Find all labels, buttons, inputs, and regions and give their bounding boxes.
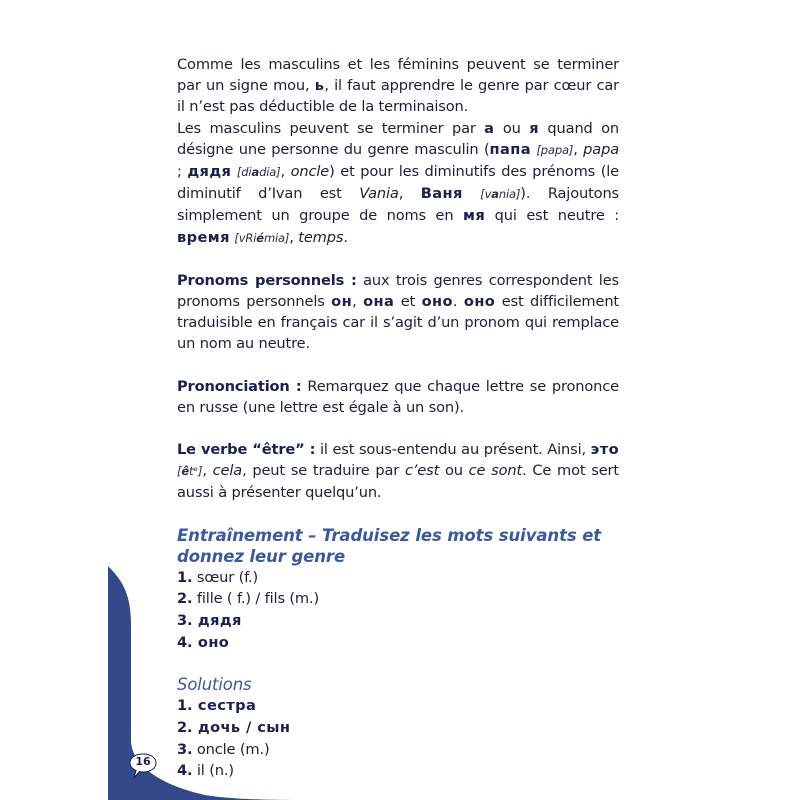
item-text: il (n.) bbox=[192, 762, 234, 780]
text: est difficilement traduisible en français car il s’agit d’un pronom qui remplace un nom au neutre. bbox=[177, 293, 619, 353]
cyrillic-term: она bbox=[363, 293, 395, 311]
item-number: 1. bbox=[177, 568, 193, 586]
phonetic-transcription bbox=[177, 464, 202, 478]
cyrillic-term: мя bbox=[463, 207, 486, 225]
phonetic-part: nia] bbox=[498, 187, 521, 202]
phonetic-transcription bbox=[234, 231, 289, 245]
item-number: 1. bbox=[177, 697, 193, 715]
item-number: 3. bbox=[177, 612, 193, 630]
section-label: Prononciation : bbox=[177, 377, 302, 395]
item-text: сестра bbox=[192, 697, 257, 715]
item-number: 2. bbox=[177, 719, 193, 737]
exercise-item bbox=[177, 588, 619, 610]
text: , il faut apprendre le genre par cœur car il n’est pas déductible de la terminaison. bbox=[177, 77, 619, 116]
text: . bbox=[343, 228, 348, 246]
phonetic-part: tᵉ] bbox=[189, 464, 203, 479]
text: il est sous-entendu au présent. Ainsi, bbox=[315, 441, 591, 459]
solution-item bbox=[177, 739, 619, 761]
translation: ce sont bbox=[468, 462, 523, 480]
phonetic-part: [di bbox=[236, 165, 252, 180]
pronouns-paragraph bbox=[177, 270, 619, 355]
section-label: Pronoms personnels : bbox=[177, 271, 357, 289]
solutions-title: Solutions bbox=[177, 675, 252, 695]
translation: temps bbox=[298, 228, 344, 246]
text: et bbox=[394, 293, 422, 311]
page-number-badge bbox=[128, 752, 158, 776]
exercise-list bbox=[177, 567, 619, 654]
paragraph-gap bbox=[177, 249, 619, 270]
stressed-vowel: a bbox=[251, 165, 260, 180]
cyrillic-term: я bbox=[529, 119, 539, 137]
exercise-item bbox=[177, 610, 619, 632]
text: Remarquez que chaque lettre se prononce en russe (une lettre est égale à un son). bbox=[177, 377, 619, 416]
intro-paragraph-2 bbox=[177, 118, 619, 249]
intro-paragraph-1 bbox=[177, 54, 619, 118]
text: Les masculins peuvent se terminer par bbox=[177, 119, 485, 137]
stressed-vowel: ê bbox=[181, 464, 189, 479]
translation: Vania bbox=[359, 185, 399, 203]
paragraph-gap bbox=[177, 355, 619, 376]
text: , peut se traduire par bbox=[242, 462, 405, 480]
page-content bbox=[177, 54, 619, 782]
paragraph-gap bbox=[177, 653, 619, 674]
translation: oncle bbox=[290, 163, 330, 181]
pronunciation-paragraph bbox=[177, 376, 619, 418]
text: ) et pour les diminutifs des prénoms (le diminutif d’Ivan est bbox=[177, 163, 619, 203]
page-number: 16 bbox=[135, 755, 151, 768]
verb-paragraph bbox=[177, 439, 619, 504]
phonetic-part: [v bbox=[480, 187, 492, 202]
text: , bbox=[280, 163, 291, 181]
text: , bbox=[573, 140, 584, 158]
cyrillic-term: время bbox=[177, 228, 230, 246]
cyrillic-term: он bbox=[331, 293, 353, 311]
cyrillic-term: дядя bbox=[187, 163, 232, 181]
text: Comme les masculins et les féminins peuvent se terminer par un signe mou, bbox=[177, 56, 619, 95]
text: , bbox=[289, 228, 299, 246]
item-text: дядя bbox=[192, 612, 242, 630]
text: , bbox=[202, 462, 207, 480]
item-text: оно bbox=[192, 633, 230, 651]
phonetic-part: dia] bbox=[259, 165, 281, 180]
solution-item bbox=[177, 695, 619, 717]
text: ; bbox=[177, 163, 188, 181]
translation: c’est bbox=[404, 462, 440, 480]
stressed-vowel: a bbox=[491, 187, 499, 202]
text: , bbox=[398, 185, 421, 203]
text: aux trois genres correspondent les pronoms personnels bbox=[177, 271, 619, 311]
phonetic-transcription bbox=[480, 187, 520, 201]
text: qui est neutre : bbox=[485, 207, 620, 225]
item-text: дочь / сын bbox=[192, 719, 291, 737]
text: ). Rajoutons simplement un groupe de noms en bbox=[177, 185, 619, 225]
exercise-item bbox=[177, 632, 619, 654]
stressed-vowel: é bbox=[256, 230, 264, 245]
phonetic-part: mia] bbox=[263, 230, 290, 245]
item-number: 4. bbox=[177, 762, 193, 780]
paragraph-gap bbox=[177, 418, 619, 439]
solutions-list bbox=[177, 695, 619, 782]
cyrillic-term: папа bbox=[489, 140, 531, 158]
text: . Ce mot sert aussi à présenter quelqu’un. bbox=[177, 462, 619, 502]
item-text: oncle (m.) bbox=[192, 740, 270, 758]
translation: papa bbox=[583, 140, 619, 158]
cyrillic-term: оно bbox=[421, 293, 453, 311]
cyrillic-term: оно bbox=[463, 293, 496, 311]
text: . bbox=[452, 293, 464, 311]
phonetic-part: [vRi bbox=[234, 230, 257, 245]
item-number: 2. bbox=[177, 590, 193, 608]
solution-item bbox=[177, 717, 619, 739]
item-text: fille ( f.) / fils (m.) bbox=[192, 590, 320, 608]
phonetic-transcription bbox=[237, 165, 281, 179]
text: quand on désigne une personne du genre masculin ( bbox=[177, 119, 619, 158]
cyrillic-term: Ваня bbox=[420, 185, 463, 203]
phonetic-part: [ bbox=[177, 464, 182, 479]
item-text: sœur (f.) bbox=[192, 568, 259, 586]
cyrillic-term: а bbox=[484, 119, 495, 137]
item-number: 3. bbox=[177, 740, 193, 758]
text: , bbox=[352, 293, 364, 311]
solution-item bbox=[177, 760, 619, 782]
cyrillic-term: ь bbox=[314, 77, 325, 95]
section-label: Le verbe “être” : bbox=[177, 441, 316, 459]
translation: cela bbox=[212, 462, 243, 480]
cyrillic-term: это bbox=[590, 441, 619, 459]
exercise-item bbox=[177, 567, 619, 589]
text: ou bbox=[439, 462, 469, 480]
text: ou bbox=[494, 119, 530, 137]
paragraph-gap bbox=[177, 504, 619, 525]
exercise-title: Entraînement – Traduisez les mots suivants et donnez leur genre bbox=[177, 525, 602, 566]
item-number: 4. bbox=[177, 633, 193, 651]
phonetic-transcription: [papa] bbox=[536, 142, 574, 157]
